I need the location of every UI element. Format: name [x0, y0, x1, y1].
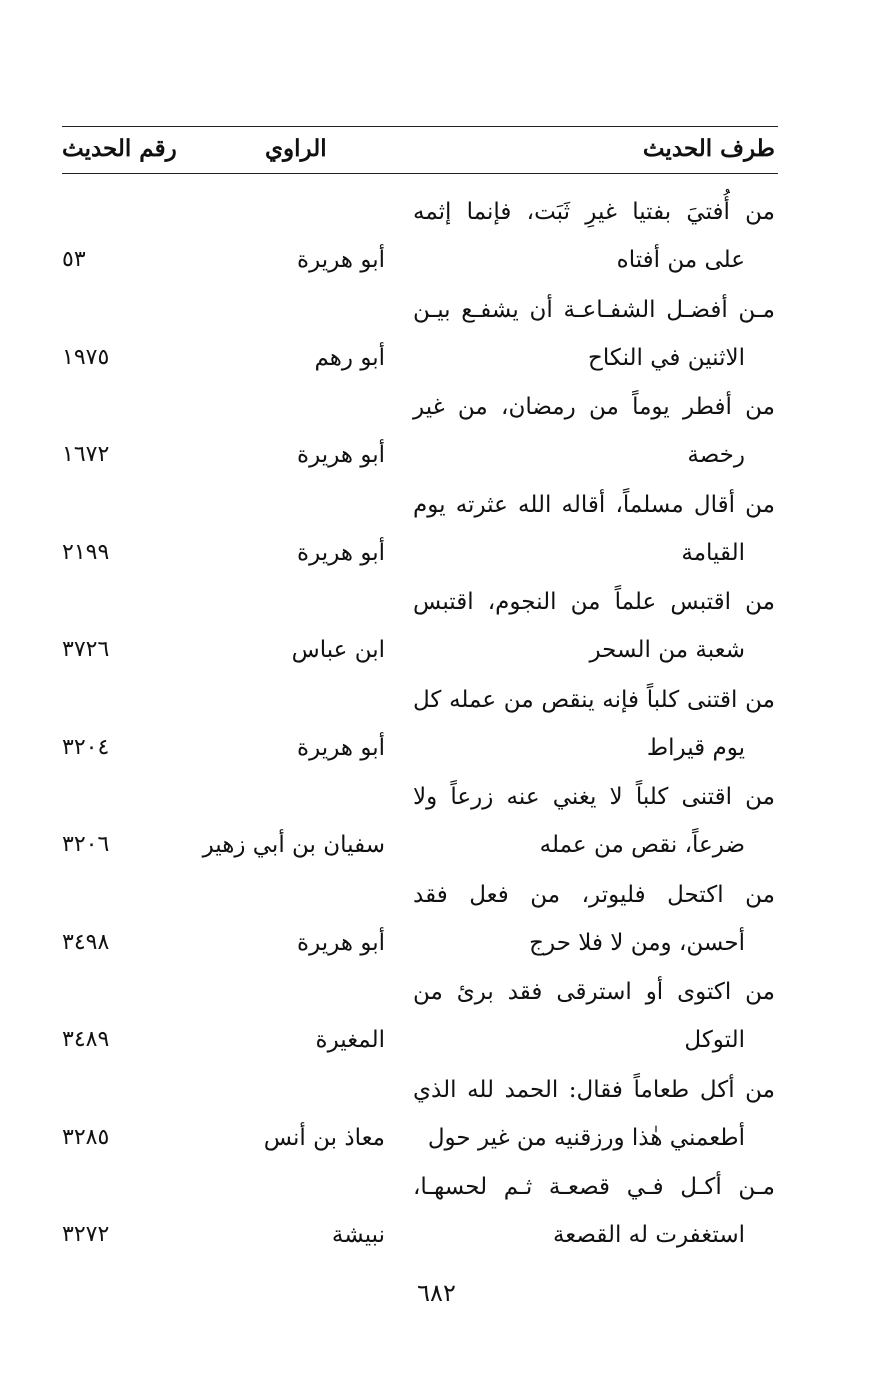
hadith-index-list [0, 190, 873, 1263]
hadith-narrator: أبو هريرة [297, 442, 385, 468]
hadith-entry [0, 385, 873, 483]
hadith-number: ٣٢٠٦ [62, 832, 110, 857]
hadith-number: ٥٣ [62, 247, 86, 272]
hadith-narrator: معاذ بن أنس [263, 1124, 385, 1151]
hadith-narrator: أبو هريرة [297, 539, 385, 566]
hadith-entry [0, 678, 873, 776]
hadith-text-line-1: مـن أكـل فـي قصعـة ثـم لحسهـا، [413, 1174, 775, 1200]
hadith-narrator: سفيان بن أبي زهير [202, 832, 385, 858]
page-number: ٦٨٢ [417, 1279, 456, 1307]
hadith-text-line-2: أحسن، ومن لا فلا حرج [529, 929, 745, 956]
hadith-number: ٣٢٠٤ [62, 734, 110, 760]
hadith-narrator: المغيرة [315, 1027, 385, 1053]
hadith-text-line-1: من أقال مسلماً، أقاله الله عثرته يوم [413, 491, 775, 518]
hadith-entry [0, 190, 873, 288]
hadith-number: ١٦٧٢ [62, 442, 110, 467]
hadith-text-line-1: من اقتنى كلباً لا يغني عنه زرعاً ولا [413, 784, 775, 810]
hadith-narrator: أبو رهم [314, 344, 385, 371]
hadith-entry [0, 970, 873, 1068]
hadith-number: ٣٤٩٨ [62, 929, 110, 955]
hadith-text-line-1: مـن أفضـل الشفـاعـة أن يشفـع بيـن [413, 296, 775, 323]
hadith-number: ١٩٧٥ [62, 344, 110, 370]
hadith-entry [0, 580, 873, 678]
hadith-text-line-1: من اقتنى كلباً فإنه ينقص من عمله كل [413, 686, 775, 713]
hadith-text-line-2: يوم قيراط [646, 734, 745, 761]
hadith-text-line-2: التوكل [684, 1027, 745, 1053]
hadith-text-line-2: ضرعاً، نقص من عمله [539, 832, 745, 858]
hadith-narrator: أبو هريرة [297, 247, 385, 273]
header-hadith-text: طرف الحديث [642, 135, 775, 162]
hadith-text-line-2: القيامة [681, 539, 745, 566]
hadith-entry [0, 1068, 873, 1166]
hadith-text-line-2: شعبة من السحر [589, 637, 745, 663]
hadith-narrator: نبيشة [331, 1222, 385, 1248]
hadith-text-line-1: من أفطر يوماً من رمضان، من غير [413, 394, 775, 420]
hadith-narrator: أبو هريرة [297, 734, 385, 761]
header-top-rule [62, 126, 778, 127]
hadith-narrator: أبو هريرة [297, 929, 385, 956]
hadith-text-line-1: من اقتبس علماً من النجوم، اقتبس [413, 589, 775, 615]
hadith-text-line-2: الاثنين في النكاح [588, 344, 745, 371]
hadith-text-line-2: رخصة [687, 442, 745, 468]
hadith-entry [0, 873, 873, 971]
hadith-number: ٢١٩٩ [62, 539, 110, 565]
hadith-text-line-2: استغفرت له القصعة [552, 1222, 745, 1248]
header-bottom-rule [62, 173, 778, 174]
hadith-text-line-1: من أُفتيَ بفتيا غيرِ ثَبَت، فإنما إثمه [413, 199, 775, 225]
hadith-number: ٣٧٢٦ [62, 637, 110, 662]
hadith-text-line-1: من اكتحل فليوتر، من فعل فقد [413, 881, 775, 908]
hadith-text-line-1: من أكل طعاماً فقال: الحمد لله الذي [413, 1076, 775, 1103]
hadith-entry [0, 775, 873, 873]
hadith-entry [0, 288, 873, 386]
hadith-narrator: ابن عباس [291, 637, 385, 663]
hadith-number: ٣٤٨٩ [62, 1027, 110, 1052]
hadith-entry [0, 483, 873, 581]
header-hadith-number: رقم الحديث [62, 135, 177, 162]
header-narrator: الراوي [265, 135, 327, 162]
hadith-text-line-2: أطعمني هٰذا ورزقنيه من غير حول [427, 1124, 745, 1151]
hadith-number: ٣٢٨٥ [62, 1124, 110, 1150]
hadith-text-line-2: على من أفتاه [616, 247, 745, 273]
hadith-entry [0, 1165, 873, 1263]
hadith-text-line-1: من اكتوى أو استرقى فقد برئ من [413, 979, 775, 1005]
hadith-number: ٣٢٧٢ [62, 1222, 110, 1247]
